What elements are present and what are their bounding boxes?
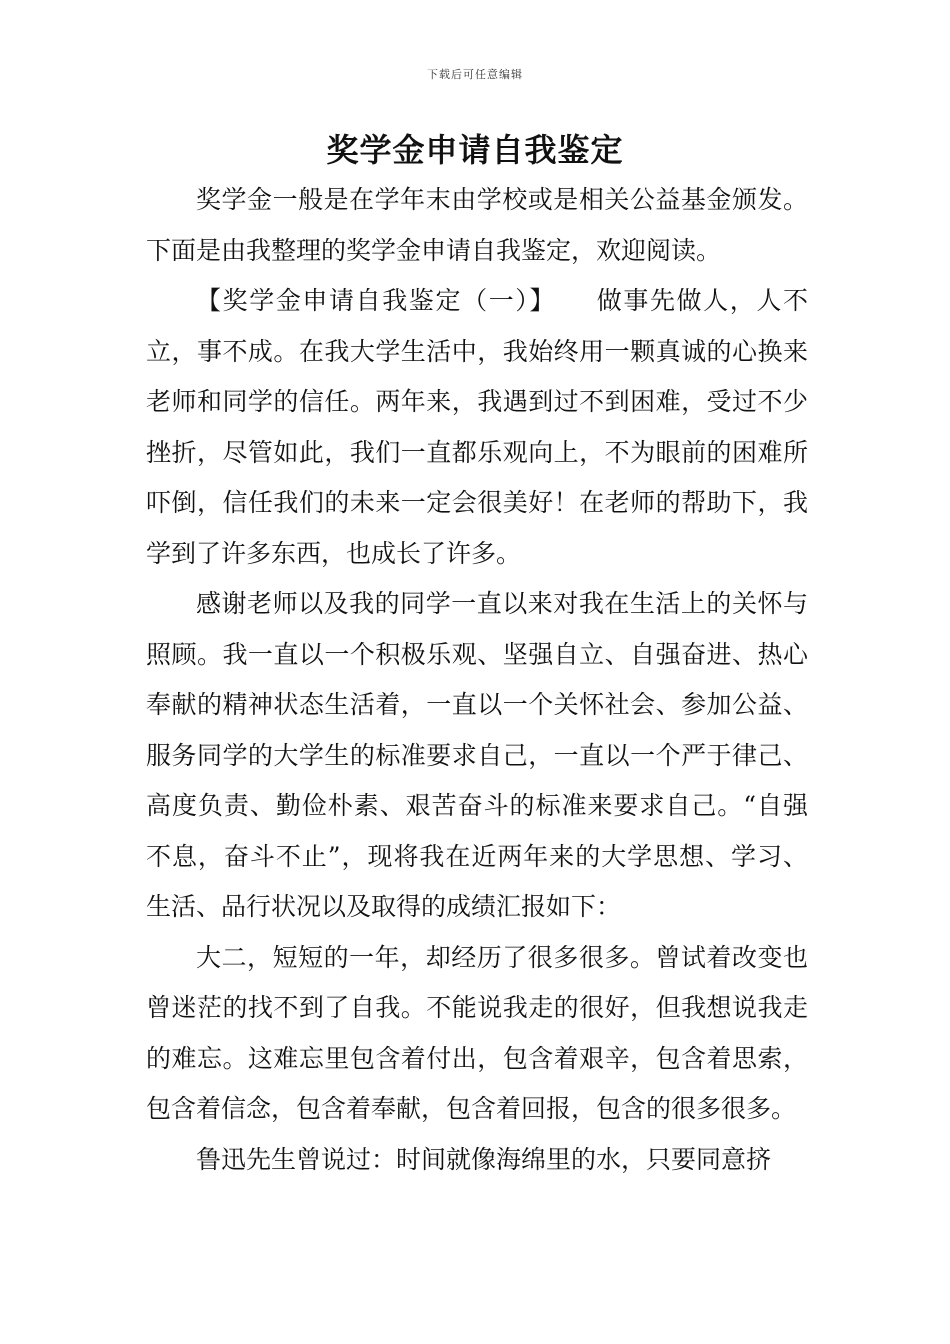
document-body xyxy=(146,175,808,1185)
paragraph-sophomore-year: 大二，短短的一年，却经历了很多很多。曾试着改变也曾迷茫的找不到了自我。不能说我走的很好，但我想说我走的难忘。这难忘里包含着付出，包含着艰辛，包含着思索，包含着信念，包含着奉献，包含着回报，包含的很多很多。 xyxy=(146,942,808,1123)
document-title: 奖学金申请自我鉴定 xyxy=(326,131,624,169)
paragraph-section-one: 【奖学金申请自我鉴定（一）】 做事先做人，人不立，事不成。在我大学生活中，我始终用一颗真诚的心换来老师和同学的信任。两年来，我遇到过不到困难，受过不少挫折，尽管如此，我们一直都乐观向上，不为眼前的困难所吓倒，信任我们的未来一定会很美好！在老师的帮助下，我学到了许多东西，也成长了许多。 xyxy=(146,286,808,568)
paragraph-thanks: 感谢老师以及我的同学一直以来对我在生活上的关怀与照顾。我一直以一个积极乐观、坚强自立、自强奋进、热心奉献的精神状态生活着，一直以一个关怀社会、参加公益、服务同学的大学生的标准要求自己，一直以一个严于律己、高度负责、勤俭朴素、艰苦奋斗的标准来要求自己。“自强不息，奋斗不止”，现将我在近两年来的大学思想、学习、生活、品行状况以及取得的成绩汇报如下： xyxy=(146,589,808,921)
paragraph-intro: 奖学金一般是在学年末由学校或是相关公益基金颁发。下面是由我整理的奖学金申请自我鉴定，欢迎阅读。 xyxy=(146,185,808,265)
paragraph-lu-xun-quote: 鲁迅先生曾说过：时间就像海绵里的水，只要同意挤 xyxy=(196,1144,772,1174)
header-note: 下载后可任意编辑 xyxy=(427,68,523,81)
